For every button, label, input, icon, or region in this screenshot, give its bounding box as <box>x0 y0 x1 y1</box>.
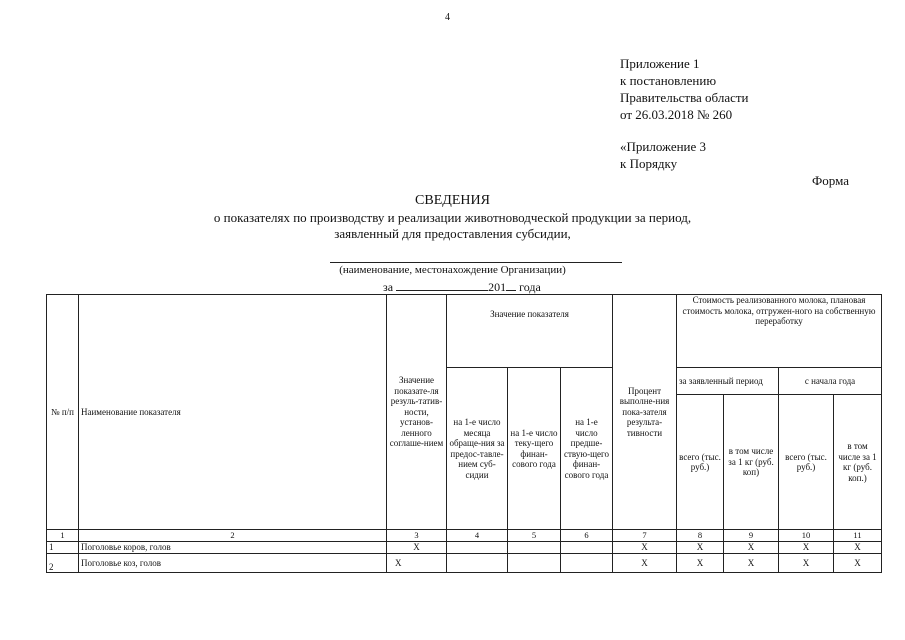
header-agreement-value: Значение показате-ля резуль-татив-ности, установ-ленного соглаше-нием <box>387 295 447 530</box>
column-number: 11 <box>834 530 882 542</box>
column-number: 6 <box>561 530 613 542</box>
header-first-prev-year: на 1-е число предше-ствую-щего финан-сового года <box>561 368 613 530</box>
row-cell: X <box>834 542 882 554</box>
header-total-year: всего (тыс. руб.) <box>779 395 834 530</box>
row-cell: X <box>724 542 779 554</box>
period-blank <box>396 280 488 291</box>
column-number: 10 <box>779 530 834 542</box>
row-cell <box>561 542 613 554</box>
header-percent: Процент выполне-ния пока-зателя результа-тивности <box>613 295 677 530</box>
indicators-table <box>46 294 882 573</box>
row-cell <box>447 554 508 573</box>
page-number: 4 <box>445 12 450 23</box>
period-year: 201 <box>488 280 507 294</box>
row-name: Поголовье коров, голов <box>79 542 387 554</box>
appendix-line: «Приложение 3 <box>620 139 707 154</box>
header-total: всего (тыс. руб.) <box>677 395 724 530</box>
document-subtitle <box>0 210 905 242</box>
column-numbers-row <box>47 530 882 542</box>
column-number: 3 <box>387 530 447 542</box>
header-name: Наименование показателя <box>79 295 387 530</box>
header-declared-period: за заявленный период <box>677 368 779 395</box>
row-number: 1 <box>47 542 79 554</box>
header-indicator-value: Значение показателя <box>447 295 613 368</box>
period-prefix: за <box>383 280 394 294</box>
document-title: СВЕДЕНИЯ <box>415 193 490 208</box>
appendix-line: Правительства области <box>620 90 749 105</box>
column-number: 9 <box>724 530 779 542</box>
row-cell <box>508 554 561 573</box>
appendix-reference <box>620 55 749 123</box>
header-per-kg-year: в том числе за 1 кг (руб. коп.) <box>834 395 882 530</box>
header-milk-cost: Стоимость реализованного молока, плановая стоимость молока, отгружен-ного на собственную переработку <box>677 295 882 368</box>
row-cell: X <box>677 554 724 573</box>
column-number: 7 <box>613 530 677 542</box>
row-name: Поголовье коз, голов <box>79 554 387 573</box>
table-row <box>47 542 882 554</box>
row-cell: X <box>613 554 677 573</box>
period-suffix: года <box>519 280 541 294</box>
subtitle-line: заявленный для предоставления субсидии, <box>334 226 571 241</box>
appendix-line: от 26.03.2018 № 260 <box>620 107 733 122</box>
appendix-line: к постановлению <box>620 73 717 88</box>
header-num: № п/п <box>47 295 79 530</box>
organization-name-line <box>330 262 622 263</box>
appendix-order-reference <box>620 138 706 172</box>
appendix-line: Приложение 1 <box>620 56 700 71</box>
row-cell <box>561 554 613 573</box>
header-first-current-year: на 1-е число теку-щего финан-сового года <box>508 368 561 530</box>
row-cell: X <box>677 542 724 554</box>
column-number: 8 <box>677 530 724 542</box>
header-year-start: с начала года <box>779 368 882 395</box>
row-cell <box>447 542 508 554</box>
row-cell: X <box>613 542 677 554</box>
reporting-period <box>383 280 541 295</box>
row-cell: X <box>724 554 779 573</box>
column-number: 4 <box>447 530 508 542</box>
row-cell: X <box>387 554 447 573</box>
subtitle-line: о показателях по производству и реализации животноводческой продукции за период, <box>213 210 692 225</box>
period-year-blank <box>506 280 516 291</box>
column-number: 2 <box>79 530 387 542</box>
organization-label: (наименование, местонахождение Организации) <box>339 264 566 276</box>
column-number: 5 <box>508 530 561 542</box>
row-cell: X <box>834 554 882 573</box>
form-label: Форма <box>812 173 849 188</box>
header-per-kg: в том числе за 1 кг (руб. коп) <box>724 395 779 530</box>
column-number: 1 <box>47 530 79 542</box>
row-cell: X <box>779 554 834 573</box>
row-cell: X <box>387 542 447 554</box>
appendix-line: к Порядку <box>620 156 678 171</box>
row-number: 2 <box>47 554 79 573</box>
table-row <box>47 554 882 573</box>
header-first-month: на 1-е число месяца обраще-ния за предос-тавле-нием суб-сидии <box>447 368 508 530</box>
row-cell: X <box>779 542 834 554</box>
row-cell <box>508 542 561 554</box>
